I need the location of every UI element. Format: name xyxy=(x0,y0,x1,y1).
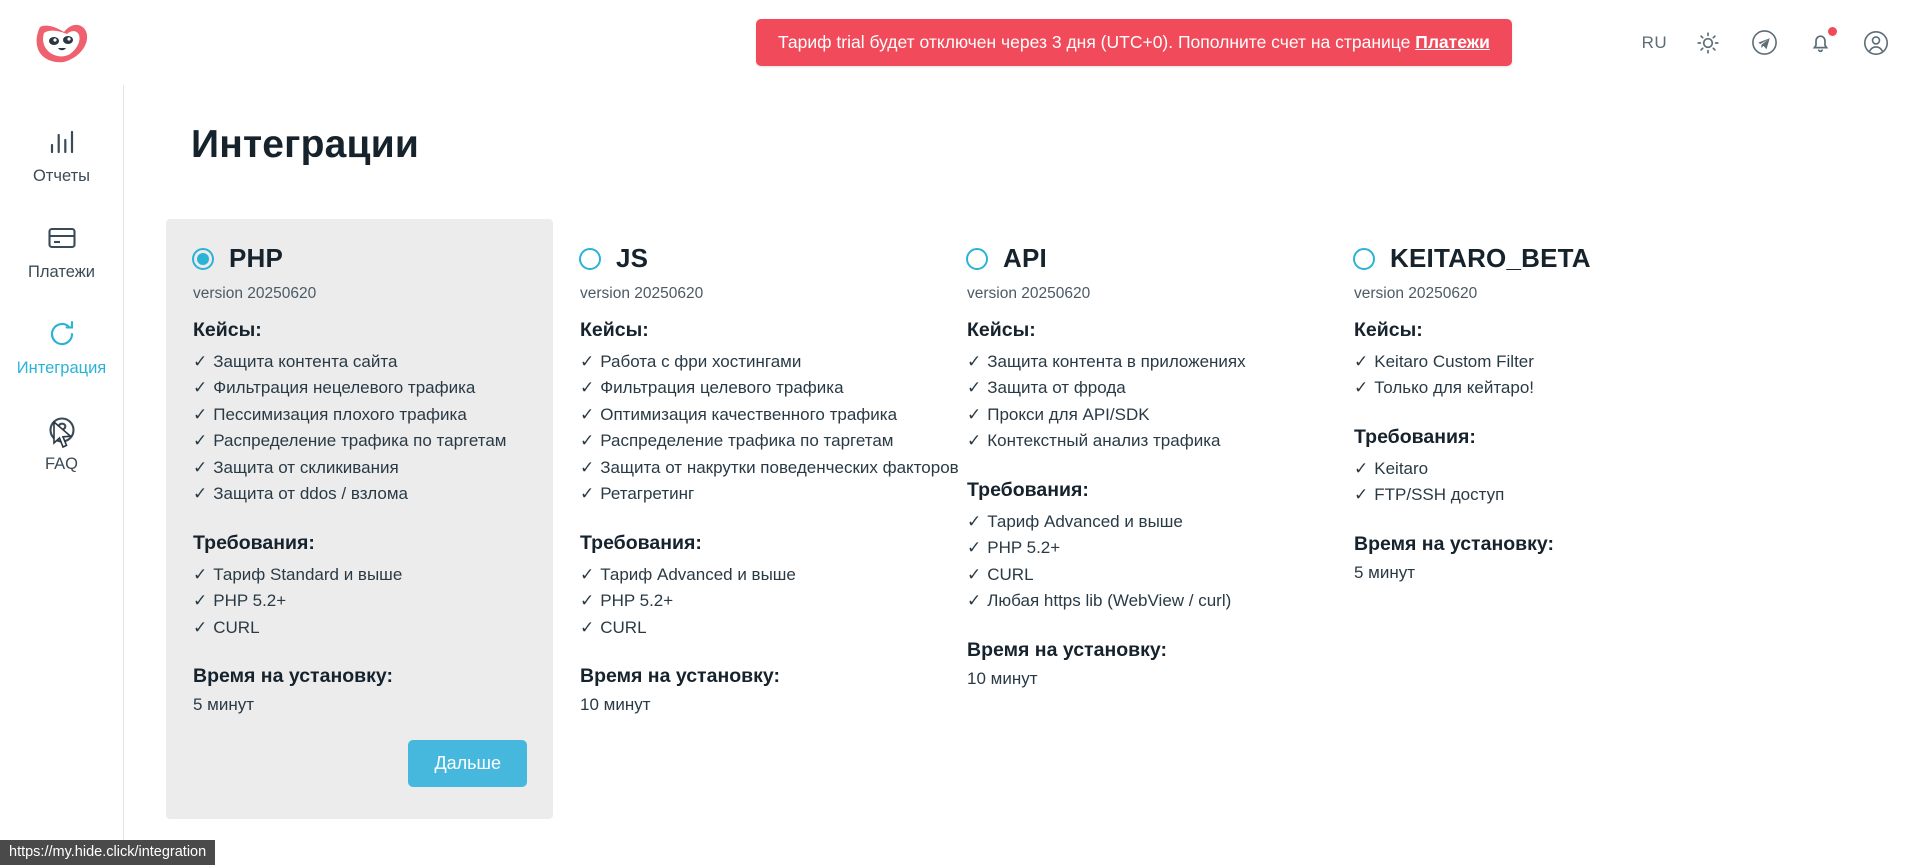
case-text: Защита контента в приложениях xyxy=(987,352,1246,371)
top-bar xyxy=(0,0,1919,85)
list-item xyxy=(580,375,914,401)
case-text: Оптимизация качественного трафика xyxy=(600,404,898,424)
list-item xyxy=(580,402,914,428)
install-time-value-keitaro: 5 минут xyxy=(1354,562,1416,582)
list-item xyxy=(580,428,914,454)
check-icon: ✓ xyxy=(580,404,595,424)
list-item xyxy=(967,428,1301,454)
check-icon: ✓ xyxy=(580,564,595,584)
card-header-php xyxy=(192,243,527,274)
sidebar-label-reports: Отчеты xyxy=(32,167,91,186)
requirement-text: CURL xyxy=(600,617,647,637)
check-icon: ✓ xyxy=(1354,352,1369,371)
install-time-label-keitaro: Время на установку: xyxy=(1354,532,1554,555)
check-icon: ✓ xyxy=(580,484,595,504)
check-icon: ✓ xyxy=(1354,485,1369,505)
requirement-text: Тариф Advanced и выше xyxy=(987,511,1183,531)
case-text: Защита от накрутки поведенческих факторов xyxy=(600,457,959,477)
list-item xyxy=(967,402,1301,428)
list-item xyxy=(1354,375,1688,401)
top-actions xyxy=(1642,28,1891,58)
check-icon: ✓ xyxy=(193,617,208,637)
card-version-keitaro: version 20250620 xyxy=(1354,285,1478,302)
check-icon: ✓ xyxy=(580,431,595,451)
list-item xyxy=(580,562,914,588)
notifications-button[interactable] xyxy=(1805,28,1835,58)
requirement-text: PHP 5.2+ xyxy=(987,538,1061,558)
integration-card-js[interactable] xyxy=(553,219,959,741)
raccoon-logo-icon xyxy=(34,21,90,65)
list-item xyxy=(967,509,1301,535)
card-title-keitaro: KEITARO_BETA xyxy=(1390,243,1591,273)
check-icon: ✓ xyxy=(580,591,595,611)
requirement-text: Тариф Standard и выше xyxy=(213,564,403,584)
requirement-text: PHP 5.2+ xyxy=(600,591,674,611)
cases-label-php: Кейсы: xyxy=(193,319,262,341)
integration-card-php[interactable] xyxy=(166,219,553,819)
bar-chart-icon xyxy=(45,125,79,159)
sidebar-item-reports[interactable] xyxy=(0,107,123,203)
card-version-php: version 20250620 xyxy=(193,285,317,302)
check-icon: ✓ xyxy=(193,591,208,611)
case-text: Ретагретинг xyxy=(600,484,695,504)
cases-label-js: Кейсы: xyxy=(580,319,649,341)
requirements-label-js: Требования: xyxy=(580,531,702,554)
list-item xyxy=(193,562,527,588)
trial-alert-text: Тариф trial будет отключен через 3 дня (UTC+0). Пополните счет на странице xyxy=(778,32,1416,52)
case-text: Защита контента сайта xyxy=(213,352,398,371)
requirement-text: PHP 5.2+ xyxy=(213,591,287,611)
list-item xyxy=(193,349,527,375)
integration-refresh-icon xyxy=(45,317,79,351)
sun-theme-icon xyxy=(1696,31,1720,55)
requirements-label-php: Требования: xyxy=(193,531,315,554)
check-icon: ✓ xyxy=(193,457,208,477)
requirement-text: CURL xyxy=(987,564,1034,584)
check-icon: ✓ xyxy=(967,378,982,398)
case-text: Защита от фрода xyxy=(987,378,1126,398)
sidebar-item-faq[interactable] xyxy=(0,395,123,491)
radio-keitaro-dot xyxy=(1358,253,1370,265)
cases-list-api xyxy=(967,349,1301,455)
check-icon: ✓ xyxy=(967,564,982,584)
install-time-label-php: Время на установку: xyxy=(193,665,393,688)
requirements-label-keitaro: Требования: xyxy=(1354,425,1476,448)
page-title: Интеграции xyxy=(191,123,420,166)
top-bar-right xyxy=(124,0,1919,85)
cases-list-keitaro xyxy=(1354,349,1688,402)
requirement-text: Любая https lib (WebView / curl) xyxy=(987,591,1232,611)
sidebar-label-payments: Платежи xyxy=(28,263,95,282)
sidebar xyxy=(0,85,124,865)
case-text: Фильтрация целевого трафика xyxy=(600,378,844,398)
check-icon: ✓ xyxy=(580,617,595,637)
check-icon: ✓ xyxy=(967,431,982,451)
list-item xyxy=(580,349,914,375)
list-item xyxy=(967,375,1301,401)
check-icon: ✓ xyxy=(967,404,982,424)
telegram-button[interactable] xyxy=(1749,28,1779,58)
language-switcher[interactable]: RU xyxy=(1641,32,1667,52)
install-time-value-api: 10 минут xyxy=(967,668,1038,688)
install-time-label-js: Время на установку: xyxy=(580,665,780,688)
list-item xyxy=(1354,456,1688,482)
body xyxy=(0,85,1919,865)
list-item xyxy=(193,481,527,507)
case-text: Keitaro Custom Filter xyxy=(1374,352,1534,371)
case-text: Распределение трафика по таргетам xyxy=(213,431,507,451)
requirements-list-php xyxy=(193,562,527,641)
list-item xyxy=(193,455,527,481)
check-icon: ✓ xyxy=(1354,458,1369,478)
question-circle-icon xyxy=(45,413,79,447)
case-text: Фильтрация нецелевого трафика xyxy=(213,378,476,398)
install-time-value-php: 5 минут xyxy=(193,695,255,715)
check-icon: ✓ xyxy=(193,484,208,504)
check-icon: ✓ xyxy=(967,511,982,531)
account-button[interactable] xyxy=(1861,28,1891,58)
notification-badge xyxy=(1828,27,1837,36)
list-item xyxy=(967,588,1301,614)
card-title-api: API xyxy=(1003,243,1047,273)
case-text: Защита от скликивания xyxy=(213,457,399,477)
list-item xyxy=(1354,349,1688,375)
sidebar-label-faq: FAQ xyxy=(44,455,78,474)
card-version-js: version 20250620 xyxy=(580,285,704,302)
case-text: Защита от ddos / взлома xyxy=(213,484,409,504)
list-item xyxy=(967,349,1301,375)
requirement-text: Keitaro xyxy=(1374,458,1429,478)
check-icon: ✓ xyxy=(580,457,595,477)
status-bar-url: https://my.hide.click/integration xyxy=(0,840,215,865)
list-item xyxy=(1354,482,1688,508)
requirements-list-keitaro xyxy=(1354,456,1688,509)
user-account-icon xyxy=(1863,30,1889,56)
payments-link[interactable]: Платежи xyxy=(1415,32,1490,52)
case-text: Распределение трафика по таргетам xyxy=(600,431,894,451)
card-title-php: PHP xyxy=(229,243,284,273)
list-item xyxy=(580,481,914,507)
sidebar-label-integration: Интеграция xyxy=(16,359,107,378)
requirements-label-api: Требования: xyxy=(967,478,1089,501)
requirement-text: CURL xyxy=(213,617,260,637)
radio-js[interactable] xyxy=(579,248,601,270)
radio-api[interactable] xyxy=(966,248,988,270)
radio-php-dot xyxy=(197,253,209,265)
next-button[interactable]: Дальше xyxy=(408,740,527,787)
radio-api-dot xyxy=(971,253,983,265)
theme-toggle-button[interactable] xyxy=(1693,28,1723,58)
requirement-text: Тариф Advanced и выше xyxy=(600,564,796,584)
trial-alert-banner xyxy=(756,19,1512,66)
logo[interactable] xyxy=(0,0,124,85)
list-item xyxy=(580,588,914,614)
check-icon: ✓ xyxy=(580,378,595,398)
radio-php[interactable] xyxy=(192,248,214,270)
radio-keitaro[interactable] xyxy=(1353,248,1375,270)
cases-list-php xyxy=(193,349,527,508)
card-header-keitaro xyxy=(1353,243,1688,274)
card-header-api xyxy=(966,243,1301,274)
case-text: Только для кейтаро! xyxy=(1374,378,1534,398)
card-version-api: version 20250620 xyxy=(967,285,1091,302)
check-icon: ✓ xyxy=(967,352,982,371)
list-item xyxy=(580,615,914,641)
case-text: Прокси для API/SDK xyxy=(987,404,1150,424)
list-item xyxy=(193,588,527,614)
check-icon: ✓ xyxy=(193,431,208,451)
cases-list-js xyxy=(580,349,959,508)
check-icon: ✓ xyxy=(580,352,595,371)
integration-card-keitaro[interactable] xyxy=(1327,219,1714,609)
telegram-icon xyxy=(1751,29,1778,56)
check-icon: ✓ xyxy=(193,378,208,398)
check-icon: ✓ xyxy=(193,352,208,371)
install-time-value-js: 10 минут xyxy=(580,695,651,715)
main-content xyxy=(124,85,1919,865)
requirements-list-api xyxy=(967,509,1301,615)
check-icon: ✓ xyxy=(193,404,208,424)
radio-js-dot xyxy=(584,253,596,265)
check-icon: ✓ xyxy=(1354,378,1369,398)
check-icon: ✓ xyxy=(967,591,982,611)
list-item xyxy=(967,562,1301,588)
sidebar-item-payments[interactable] xyxy=(0,203,123,299)
card-header-js xyxy=(579,243,914,274)
cases-label-api: Кейсы: xyxy=(967,319,1036,341)
card-payments-icon xyxy=(45,221,79,255)
list-item xyxy=(967,535,1301,561)
case-text: Контекстный анализ трафика xyxy=(987,431,1221,451)
integration-card-api[interactable] xyxy=(940,219,1327,715)
requirements-list-js xyxy=(580,562,914,641)
card-title-js: JS xyxy=(616,243,649,273)
list-item xyxy=(193,402,527,428)
list-item xyxy=(580,455,959,481)
install-time-label-api: Время на установку: xyxy=(967,638,1167,661)
list-item xyxy=(193,428,527,454)
check-icon: ✓ xyxy=(967,538,982,558)
case-text: Работа с фри хостингами xyxy=(600,352,802,371)
list-item xyxy=(193,615,527,641)
sidebar-item-integration[interactable] xyxy=(0,299,123,395)
list-item xyxy=(193,375,527,401)
requirement-text: FTP/SSH доступ xyxy=(1374,485,1505,505)
case-text: Пессимизация плохого трафика xyxy=(213,404,467,424)
check-icon: ✓ xyxy=(193,564,208,584)
integration-cards xyxy=(166,219,1919,819)
cases-label-keitaro: Кейсы: xyxy=(1354,319,1423,341)
